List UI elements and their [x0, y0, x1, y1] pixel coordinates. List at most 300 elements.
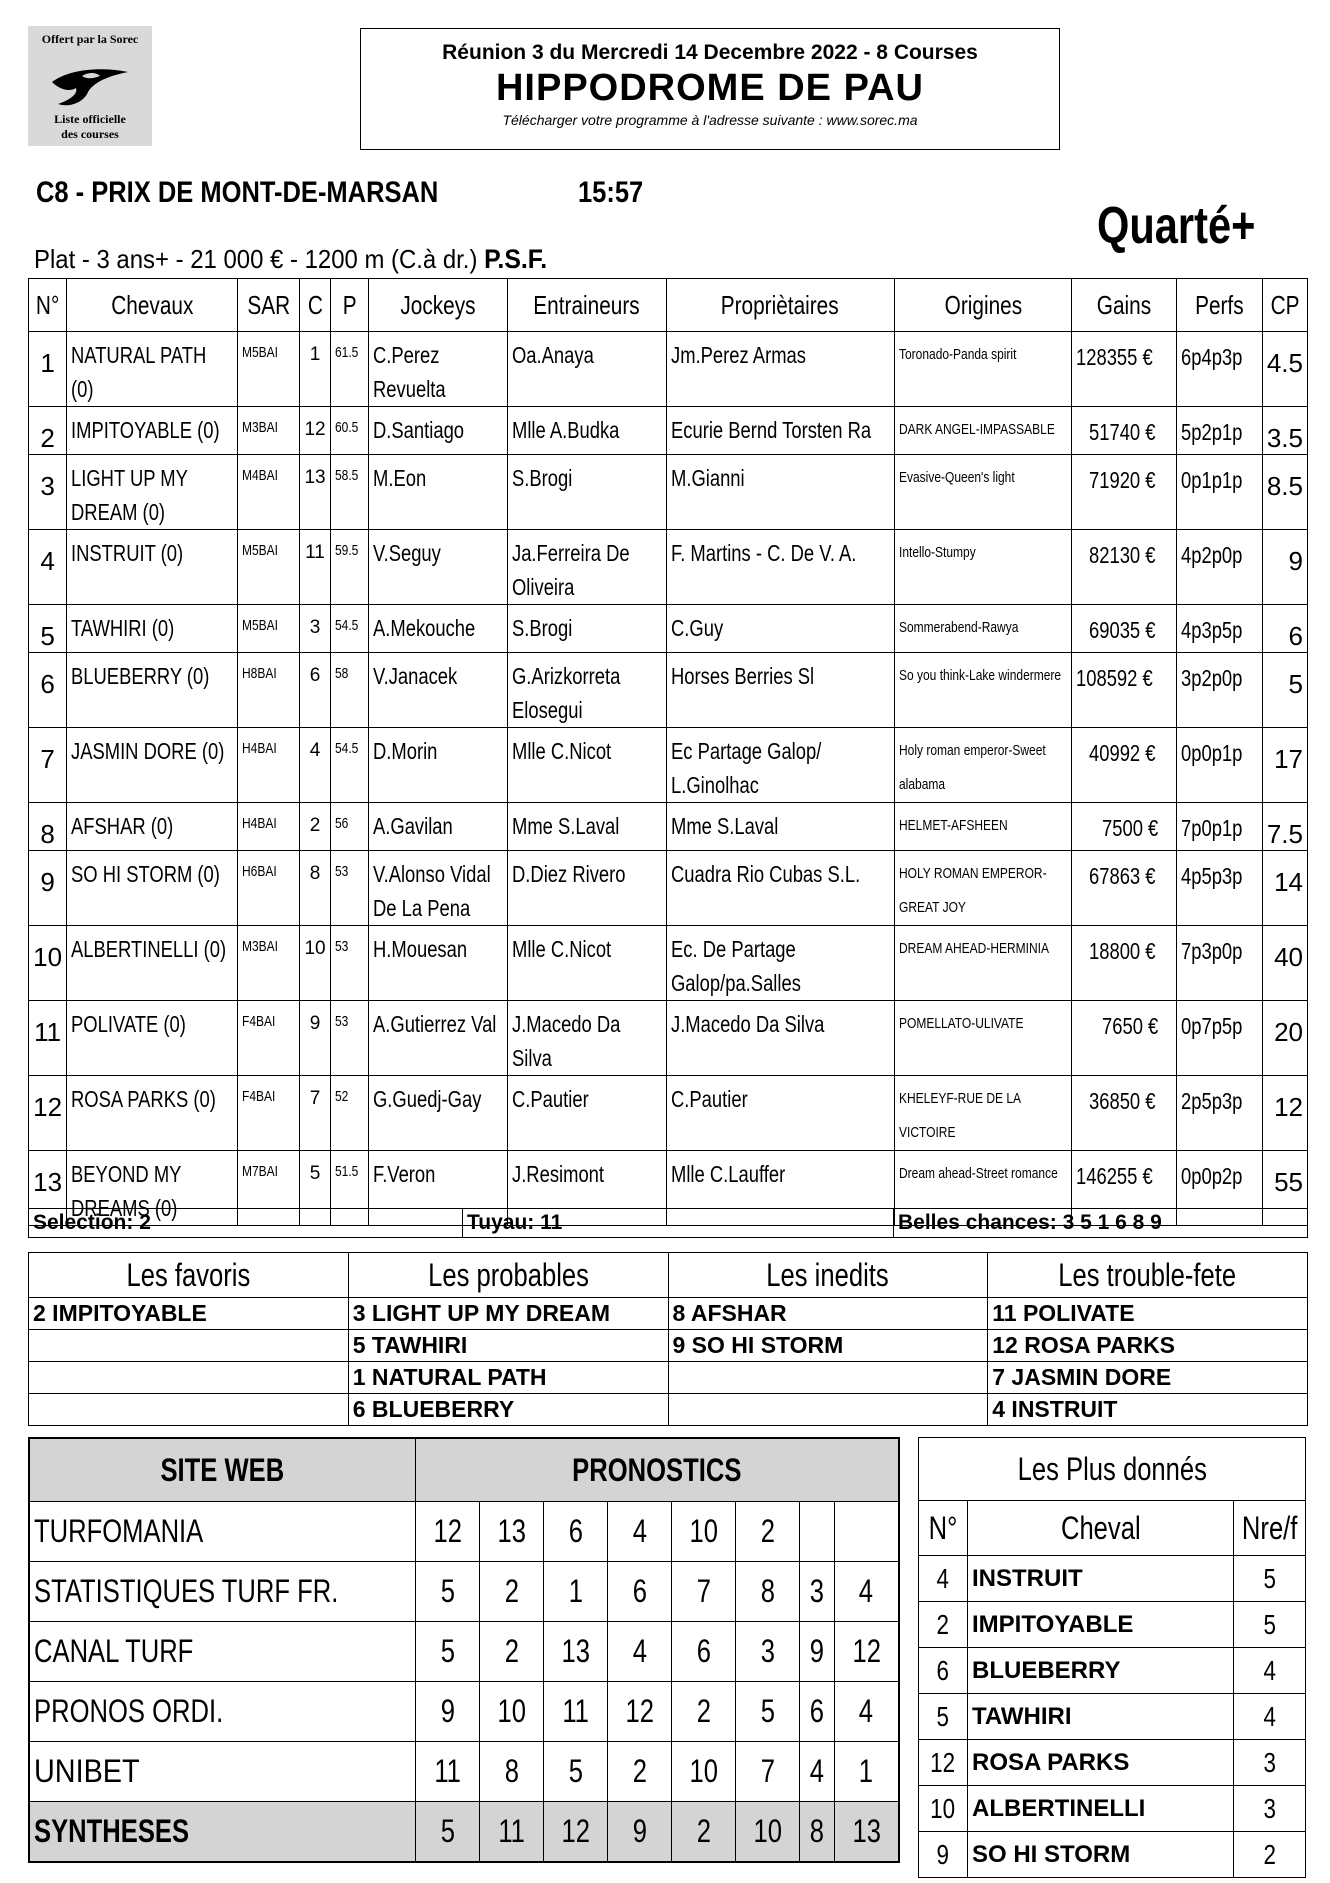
prono-value-text: 7 [696, 1573, 711, 1609]
category-cell [668, 1394, 988, 1426]
plus-donnes-count-text: 2 [1263, 1838, 1276, 1870]
runner-trainer [507, 1001, 666, 1076]
prono-value [480, 1502, 544, 1562]
runner-n: 10 [29, 926, 67, 1001]
runner-jockey [368, 851, 507, 926]
plus-donnes-col-label: N° [928, 1509, 958, 1546]
pronostics-header [416, 1438, 899, 1502]
runner-perfs [1177, 1001, 1263, 1076]
plus-donnes-horse: BLUEBERRY [968, 1648, 1234, 1694]
runner-p [330, 926, 368, 1001]
prono-value [800, 1622, 834, 1682]
plus-donnes-horse: ALBERTINELLI [968, 1786, 1234, 1832]
prono-value-text: 1 [568, 1573, 583, 1609]
runner-perfs [1177, 653, 1263, 728]
race-conditions [34, 244, 547, 275]
selection-bar [28, 1208, 1308, 1238]
runner-jockey [368, 728, 507, 803]
runner-sar-text: M3BAI [241, 419, 278, 436]
runner-jockey-text: A.Gavilan [372, 813, 453, 839]
runner-c: 6 [300, 653, 330, 728]
runner-trainer-text: D.Diez Rivero [511, 861, 626, 887]
col-header-label: SAR [247, 289, 291, 320]
runner-trainer-text: Mlle A.Budka [511, 417, 620, 443]
prono-value [800, 1562, 834, 1622]
runner-origins [894, 605, 1071, 653]
runner-jockey [368, 332, 507, 407]
prono-value [834, 1682, 899, 1742]
prono-value [736, 1802, 800, 1863]
site-web-header-label: SITE WEB [160, 1451, 285, 1488]
runner-horse-text: IMPITOYABLE (0) [71, 417, 220, 443]
runner-owner [666, 803, 894, 851]
runner-cp: 4.5 [1262, 332, 1307, 407]
runner-origins-text: Holy roman emperor-Sweet alabama [898, 742, 1046, 793]
runner-jockey-text: F.Veron [372, 1161, 436, 1187]
prono-value-text: 10 [753, 1813, 782, 1849]
runner-row [29, 653, 1308, 728]
prono-value-text: 2 [696, 1693, 711, 1729]
runner-p [330, 530, 368, 605]
runner-perfs [1177, 455, 1263, 530]
race-going: P.S.F. [484, 244, 548, 274]
prono-value [834, 1622, 899, 1682]
runner-owner-text: Ecurie Bernd Torsten Ra [670, 417, 871, 443]
pronostics-header-label: PRONOSTICS [572, 1451, 742, 1488]
runner-c: 12 [300, 407, 330, 455]
runner-p [330, 653, 368, 728]
runner-owner-text: Ec Partage Galop/ L.Ginolhac [670, 738, 821, 798]
col-header-origins [894, 279, 1071, 332]
runner-row [29, 1001, 1308, 1076]
runner-trainer-text: C.Pautier [511, 1086, 589, 1112]
prono-value [800, 1742, 834, 1802]
runner-horse-text: TAWHIRI (0) [71, 615, 175, 641]
prono-value [672, 1622, 736, 1682]
runner-c: 3 [300, 605, 330, 653]
runner-n: 3 [29, 455, 67, 530]
prono-value [834, 1562, 899, 1622]
plus-donnes-num-text: 10 [930, 1792, 956, 1824]
runner-perfs-text: 3p2p0p [1181, 665, 1243, 691]
runner-gains [1072, 605, 1177, 653]
runner-horse [67, 926, 238, 1001]
prono-value [736, 1622, 800, 1682]
prono-value-text: 5 [440, 1573, 456, 1609]
category-cell: 8 AFSHAR [668, 1298, 988, 1330]
runner-gains-text: 18800 € [1088, 938, 1156, 964]
col-header-trainer [507, 279, 666, 332]
runner-horse [67, 1076, 238, 1151]
runner-n: 6 [29, 653, 67, 728]
runner-perfs-text: 4p2p0p [1181, 542, 1243, 568]
runner-jockey [368, 605, 507, 653]
race-title: C8 - PRIX DE MONT-DE-MARSAN [36, 176, 439, 209]
prono-value-text: 10 [497, 1693, 527, 1729]
runner-jockey-text: C.Perez Revuelta [372, 342, 446, 402]
runner-trainer [507, 653, 666, 728]
runner-perfs [1177, 728, 1263, 803]
col-header-label: Propriètaires [721, 289, 840, 320]
prono-value-text: 3 [809, 1573, 825, 1609]
prono-row [29, 1562, 899, 1622]
category-header-label: Les inedits [766, 1256, 890, 1293]
prono-value-text: 12 [625, 1693, 655, 1729]
runner-c: 13 [300, 455, 330, 530]
race-conditions-text: Plat - 3 ans+ - 21 000 € - 1200 m (C.à dr.) [34, 244, 478, 274]
runner-c: 2 [300, 803, 330, 851]
runner-owner [666, 728, 894, 803]
runner-perfs [1177, 803, 1263, 851]
runner-owner-text: Cuadra Rio Cubas S.L. [670, 861, 860, 887]
runner-perfs-text: 0p1p1p [1181, 467, 1243, 493]
plus-donnes-count-text: 4 [1263, 1654, 1276, 1686]
prono-row [29, 1502, 899, 1562]
plus-donnes-num [919, 1694, 968, 1740]
plus-donnes-horse: ROSA PARKS [968, 1740, 1234, 1786]
runner-sar-text: M3BAI [241, 938, 278, 955]
prono-value [834, 1802, 899, 1863]
prono-value-text: 2 [504, 1573, 520, 1609]
site-web-header [29, 1438, 416, 1502]
runner-c: 5 [300, 1151, 330, 1226]
prono-value [800, 1682, 834, 1742]
runner-n: 4 [29, 530, 67, 605]
col-header-num [29, 279, 67, 332]
runner-jockey-text: H.Mouesan [372, 936, 467, 962]
prono-value-text: 8 [809, 1813, 825, 1849]
prono-site-label: SYNTHESES [34, 1813, 190, 1849]
runner-owner-text: J.Macedo Da Silva [670, 1011, 824, 1037]
runner-jockey [368, 530, 507, 605]
runner-sar-text: M5BAI [241, 344, 278, 361]
plus-donnes-row [919, 1556, 1306, 1602]
prono-value-text: 2 [696, 1813, 711, 1849]
runner-owner-text: Mme S.Laval [670, 813, 778, 839]
runner-perfs [1177, 530, 1263, 605]
runner-p [330, 1001, 368, 1076]
category-cell: 3 LIGHT UP MY DREAM [348, 1298, 668, 1330]
prono-value [736, 1742, 800, 1802]
prono-site [29, 1562, 416, 1622]
prono-site [29, 1802, 416, 1863]
col-header-sar [237, 279, 299, 332]
runner-p-text: 54.5 [334, 617, 358, 634]
col-header-label: Entraineurs [533, 289, 640, 320]
prono-row [29, 1802, 899, 1863]
runner-row [29, 530, 1308, 605]
runner-origins [894, 728, 1071, 803]
runner-horse-text: NATURAL PATH (0) [71, 342, 207, 402]
runner-n: 2 [29, 407, 67, 455]
col-header-gains [1072, 279, 1177, 332]
prono-value-text: 4 [632, 1633, 647, 1669]
plus-donnes-num-text: 4 [936, 1562, 950, 1594]
plus-donnes-num-text: 12 [930, 1746, 956, 1778]
download-note: Télécharger votre programme à l'adresse suivante : www.sorec.ma [502, 112, 918, 128]
runner-n: 11 [29, 1001, 67, 1076]
prono-row [29, 1682, 899, 1742]
plus-donnes-row [919, 1786, 1306, 1832]
prono-value-text: 1 [859, 1753, 874, 1789]
prono-value-text: 5 [760, 1693, 775, 1729]
prono-value [480, 1562, 544, 1622]
prono-value [672, 1682, 736, 1742]
runner-cp: 5 [1262, 653, 1307, 728]
prono-site-label: PRONOS ORDI. [34, 1693, 224, 1729]
runners-header-row [29, 279, 1308, 332]
runner-trainer-text: Mlle C.Nicot [511, 738, 611, 764]
runner-origins-text: DARK ANGEL-IMPASSABLE [898, 421, 1055, 438]
runner-horse [67, 803, 238, 851]
runner-gains-text: 7650 € [1101, 1013, 1158, 1039]
runner-jockey-text: A.Mekouche [372, 615, 476, 641]
prono-value [736, 1682, 800, 1742]
runner-jockey-text: M.Eon [372, 465, 426, 491]
runners-table [28, 278, 1308, 1226]
runner-trainer [507, 1076, 666, 1151]
runner-p-text: 60.5 [334, 419, 358, 436]
runner-gains [1072, 332, 1177, 407]
prono-value-text: 11 [562, 1693, 590, 1729]
plus-donnes-row [919, 1602, 1306, 1648]
prono-site-label: CANAL TURF [34, 1633, 194, 1669]
prono-value-text: 9 [440, 1693, 456, 1729]
tuyau-cell: Tuyau: 11 [463, 1209, 894, 1238]
runner-cp: 55 [1262, 1151, 1307, 1226]
plus-donnes-col-header [919, 1501, 968, 1556]
plus-donnes-horse: SO HI STORM [968, 1832, 1234, 1878]
prono-value-text: 2 [632, 1753, 647, 1789]
prono-value [480, 1622, 544, 1682]
runner-c: 10 [300, 926, 330, 1001]
plus-donnes-header-row [919, 1501, 1306, 1556]
runner-origins-text: DREAM AHEAD-HERMINIA [898, 940, 1049, 957]
runner-gains [1072, 803, 1177, 851]
runner-sar [237, 851, 299, 926]
runner-sar [237, 530, 299, 605]
prono-value [544, 1562, 608, 1622]
prono-value-text: 4 [809, 1753, 825, 1789]
prono-value-text: 8 [760, 1573, 775, 1609]
prono-value [416, 1682, 480, 1742]
runner-gains-text: 69035 € [1088, 617, 1156, 643]
logo-bottom-line1: Liste officielle [54, 112, 126, 126]
runner-jockey [368, 1001, 507, 1076]
prono-value [416, 1502, 480, 1562]
plus-donnes-col-label: Cheval [1060, 1509, 1141, 1546]
category-header [988, 1253, 1308, 1298]
prono-value [736, 1502, 800, 1562]
runner-sar-text: F4BAI [241, 1088, 276, 1105]
prono-value [544, 1682, 608, 1742]
runner-jockey [368, 455, 507, 530]
pronostics-table [28, 1437, 900, 1863]
category-cell: 9 SO HI STORM [668, 1330, 988, 1362]
runner-trainer [507, 605, 666, 653]
runner-p-text: 56 [334, 815, 348, 832]
runner-owner-text: C.Pautier [670, 1086, 748, 1112]
runner-horse [67, 407, 238, 455]
runner-p [330, 728, 368, 803]
prono-value [608, 1502, 672, 1562]
runner-p [330, 851, 368, 926]
prono-value-text: 4 [859, 1693, 874, 1729]
plus-donnes-row [919, 1832, 1306, 1878]
runner-p-text: 59.5 [334, 542, 358, 559]
prono-value [544, 1802, 608, 1863]
runner-gains [1072, 455, 1177, 530]
runner-gains-text: 128355 € [1076, 344, 1153, 370]
col-header-label: Gains [1096, 289, 1152, 320]
pronostics-header-row [29, 1438, 899, 1502]
runner-n: 7 [29, 728, 67, 803]
category-cell: 12 ROSA PARKS [988, 1330, 1308, 1362]
runner-origins [894, 803, 1071, 851]
prono-value-text: 13 [561, 1633, 591, 1669]
prono-value-text: 11 [434, 1753, 462, 1789]
plus-donnes-num [919, 1648, 968, 1694]
runner-owner [666, 851, 894, 926]
plus-donnes-count-text: 4 [1263, 1700, 1276, 1732]
runner-sar-text: H6BAI [241, 863, 277, 880]
plus-donnes-count-text: 3 [1263, 1792, 1276, 1824]
runner-sar [237, 332, 299, 407]
runner-p-text: 52 [334, 1088, 348, 1105]
plus-donnes-count [1233, 1786, 1305, 1832]
runner-perfs-text: 7p0p1p [1181, 815, 1243, 841]
runner-p-text: 53 [334, 1013, 348, 1030]
category-header [668, 1253, 988, 1298]
categories-header-row [29, 1253, 1308, 1298]
prono-value-text: 10 [689, 1513, 718, 1549]
prono-value [480, 1802, 544, 1863]
runner-gains [1072, 1001, 1177, 1076]
runner-trainer [507, 851, 666, 926]
runner-gains [1072, 851, 1177, 926]
runner-c: 11 [300, 530, 330, 605]
prono-value-text: 5 [440, 1813, 456, 1849]
runner-perfs [1177, 332, 1263, 407]
plus-donnes-num-text: 5 [936, 1700, 950, 1732]
runner-perfs [1177, 605, 1263, 653]
runner-jockey [368, 926, 507, 1001]
runner-origins-text: Dream ahead-Street romance [898, 1165, 1058, 1182]
prono-row [29, 1742, 899, 1802]
runner-sar-text: F4BAI [241, 1013, 276, 1030]
belles-chances-cell: Belles chances: 3 5 1 6 8 9 [894, 1209, 1308, 1238]
runner-origins [894, 407, 1071, 455]
prono-site [29, 1682, 416, 1742]
runner-horse-text: BLUEBERRY (0) [71, 663, 210, 689]
runner-gains-text: 108592 € [1076, 665, 1153, 691]
runner-horse [67, 1001, 238, 1076]
col-header-label: N° [35, 289, 60, 320]
runner-c: 8 [300, 851, 330, 926]
runner-gains-text: 36850 € [1088, 1088, 1156, 1114]
runner-cp: 17 [1262, 728, 1307, 803]
prono-value-text: 8 [504, 1753, 520, 1789]
col-header-perfs [1177, 279, 1263, 332]
plus-donnes-num [919, 1602, 968, 1648]
sorec-logo [28, 26, 152, 146]
runner-trainer [507, 530, 666, 605]
runner-sar-text: M4BAI [241, 467, 278, 484]
runner-perfs [1177, 851, 1263, 926]
prono-value [608, 1682, 672, 1742]
prono-value [834, 1742, 899, 1802]
prono-site [29, 1502, 416, 1562]
runner-cp: 40 [1262, 926, 1307, 1001]
prono-value-text: 4 [632, 1513, 647, 1549]
category-row [29, 1330, 1308, 1362]
runner-horse-text: LIGHT UP MY DREAM (0) [71, 465, 188, 525]
prono-value-text: 3 [760, 1633, 775, 1669]
prono-value [416, 1622, 480, 1682]
runner-owner-text: Horses Berries Sl [670, 663, 814, 689]
prono-value-text: 12 [561, 1813, 591, 1849]
runner-cp: 14 [1262, 851, 1307, 926]
plus-donnes-num-text: 9 [936, 1838, 950, 1870]
col-header-c [300, 279, 330, 332]
runner-owner [666, 407, 894, 455]
plus-donnes-count-text: 5 [1263, 1562, 1276, 1594]
runner-gains-text: 146255 € [1076, 1163, 1153, 1189]
prono-value-text: 13 [852, 1813, 881, 1849]
prono-value-text: 7 [760, 1753, 775, 1789]
runner-owner [666, 926, 894, 1001]
runner-origins-text: Evasive-Queen's light [898, 469, 1015, 486]
col-header-label: Perfs [1195, 289, 1244, 320]
category-cell: 6 BLUEBERRY [348, 1394, 668, 1426]
category-cell [29, 1394, 349, 1426]
runner-perfs-text: 4p3p5p [1181, 617, 1243, 643]
runner-cp: 7.5 [1262, 803, 1307, 851]
plus-donnes-num-text: 2 [936, 1608, 950, 1640]
category-header [29, 1253, 349, 1298]
prono-value [480, 1742, 544, 1802]
runner-sar-text: H4BAI [241, 740, 277, 757]
runner-cp: 12 [1262, 1076, 1307, 1151]
categories-table [28, 1252, 1308, 1426]
runner-n: 8 [29, 803, 67, 851]
venue-title: HIPPODROME DE PAU [495, 67, 924, 109]
category-cell: 11 POLIVATE [988, 1298, 1308, 1330]
runner-p [330, 455, 368, 530]
meeting-header [360, 28, 1060, 150]
runner-cp: 9 [1262, 530, 1307, 605]
category-cell: 4 INSTRUIT [988, 1394, 1308, 1426]
prono-value [672, 1562, 736, 1622]
runner-sar [237, 1076, 299, 1151]
plus-donnes-count [1233, 1648, 1305, 1694]
runner-trainer [507, 407, 666, 455]
runner-c: 4 [300, 728, 330, 803]
col-header-cp [1262, 279, 1307, 332]
runner-row [29, 851, 1308, 926]
plus-donnes-count [1233, 1832, 1305, 1878]
runner-row [29, 407, 1308, 455]
plus-donnes-count [1233, 1740, 1305, 1786]
prono-value-text: 6 [809, 1693, 825, 1729]
prono-value [672, 1502, 736, 1562]
category-row [29, 1362, 1308, 1394]
prono-value-text: 13 [497, 1513, 527, 1549]
runner-p-text: 54.5 [334, 740, 358, 757]
runner-jockey-text: V.Janacek [372, 663, 458, 689]
runner-c: 9 [300, 1001, 330, 1076]
prono-value-text: 5 [568, 1753, 583, 1789]
